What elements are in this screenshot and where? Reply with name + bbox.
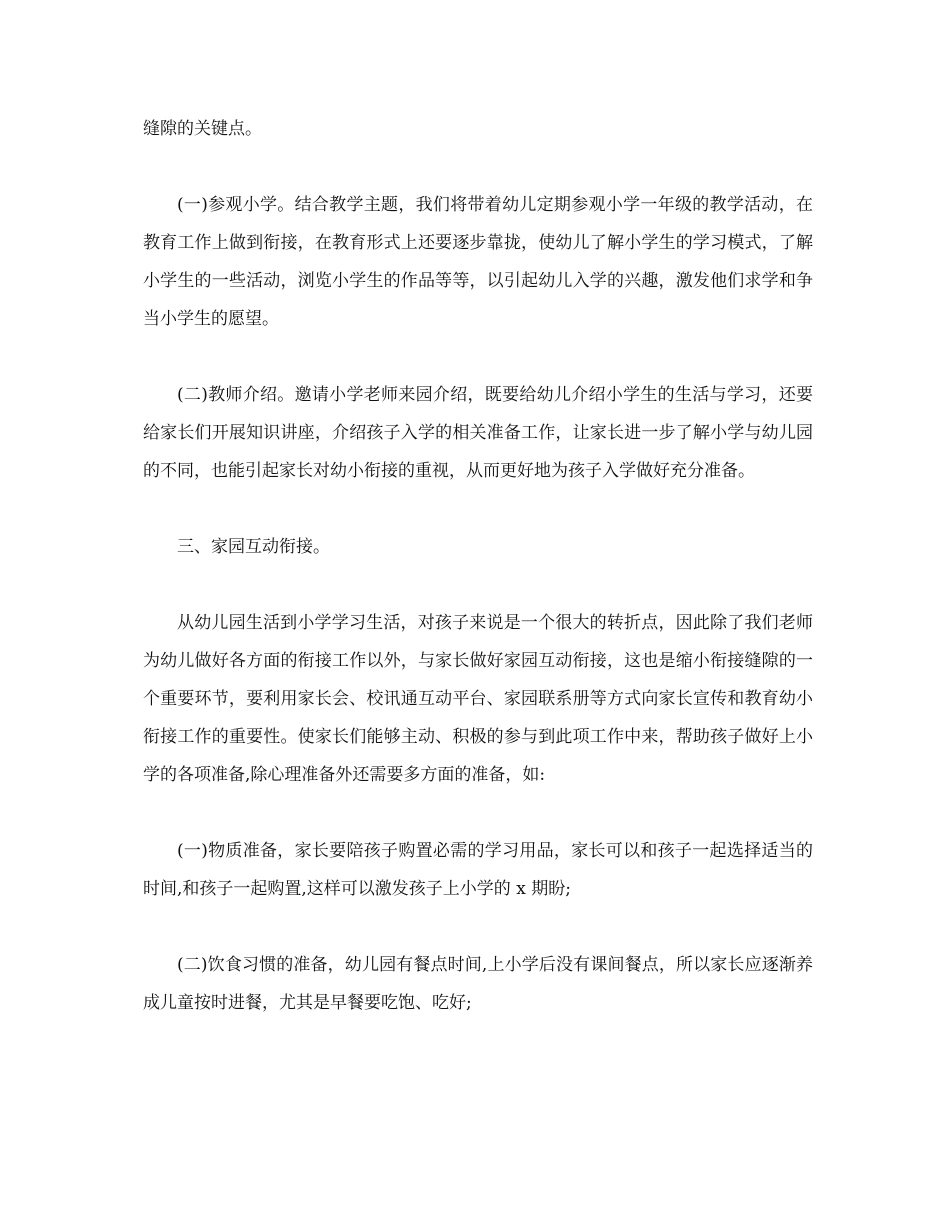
section-heading-home-school: 三、家园互动衔接。 bbox=[177, 537, 330, 557]
paragraph-continuation: 缝隙的关键点。 bbox=[143, 119, 262, 139]
paragraph-diet-habit: (二)饮食习惯的准备，幼儿园有餐点时间,上小学后没有课间餐点，所以家长应逐渐养成儿童按时进餐，尤其是早餐要吃饱、吃好; bbox=[143, 955, 813, 1013]
paragraph-gap bbox=[143, 148, 813, 186]
paragraph-material-preparation: (一)物质准备，家长要陪孩子购置必需的学习用品，家长可以和孩子一起选择适当的时间,和孩子一起购置,这样可以激发孩子上小学的 x 期盼; bbox=[143, 841, 813, 899]
paragraph-gap bbox=[143, 338, 813, 376]
paragraph-gap bbox=[143, 908, 813, 946]
document-body bbox=[143, 110, 813, 1022]
paragraph-gap bbox=[143, 794, 813, 832]
paragraph-visit-school: (一)参观小学。结合教学主题，我们将带着幼儿定期参观小学一年级的教学活动，在教育工作上做到衔接，在教育形式上还要逐步靠拢，使幼儿了解小学生的学习模式，了解小学生的一些活动，浏览小学生的作品等等，以引起幼儿入学的兴趣，激发他们求学和争当小学生的愿望。 bbox=[143, 195, 813, 329]
paragraph-teacher-intro: (二)教师介绍。邀请小学老师来园介绍，既要给幼儿介绍小学生的生活与学习，还要给家长们开展知识讲座，介绍孩子入学的相关准备工作，让家长进一步了解小学与幼儿园的不同，也能引起家长对幼小衔接的重视，从而更好地为孩子入学做好充分准备。 bbox=[143, 385, 813, 481]
paragraph-home-school-interaction: 从幼儿园生活到小学学习生活，对孩子来说是一个很大的转折点，因此除了我们老师为幼儿做好各方面的衔接工作以外，与家长做好家园互动衔接，这也是缩小衔接缝隙的一个重要环节，要利用家长会、校讯通互动平台、家园联系册等方式向家长宣传和教育幼小衔接工作的重要性。使家长们能够主动、积极的参与到此项工作中来，帮助孩子做好上小学的各项准备,除心理准备外还需要多方面的准备，如: bbox=[143, 613, 813, 785]
paragraph-gap bbox=[143, 566, 813, 604]
paragraph-gap bbox=[143, 490, 813, 528]
